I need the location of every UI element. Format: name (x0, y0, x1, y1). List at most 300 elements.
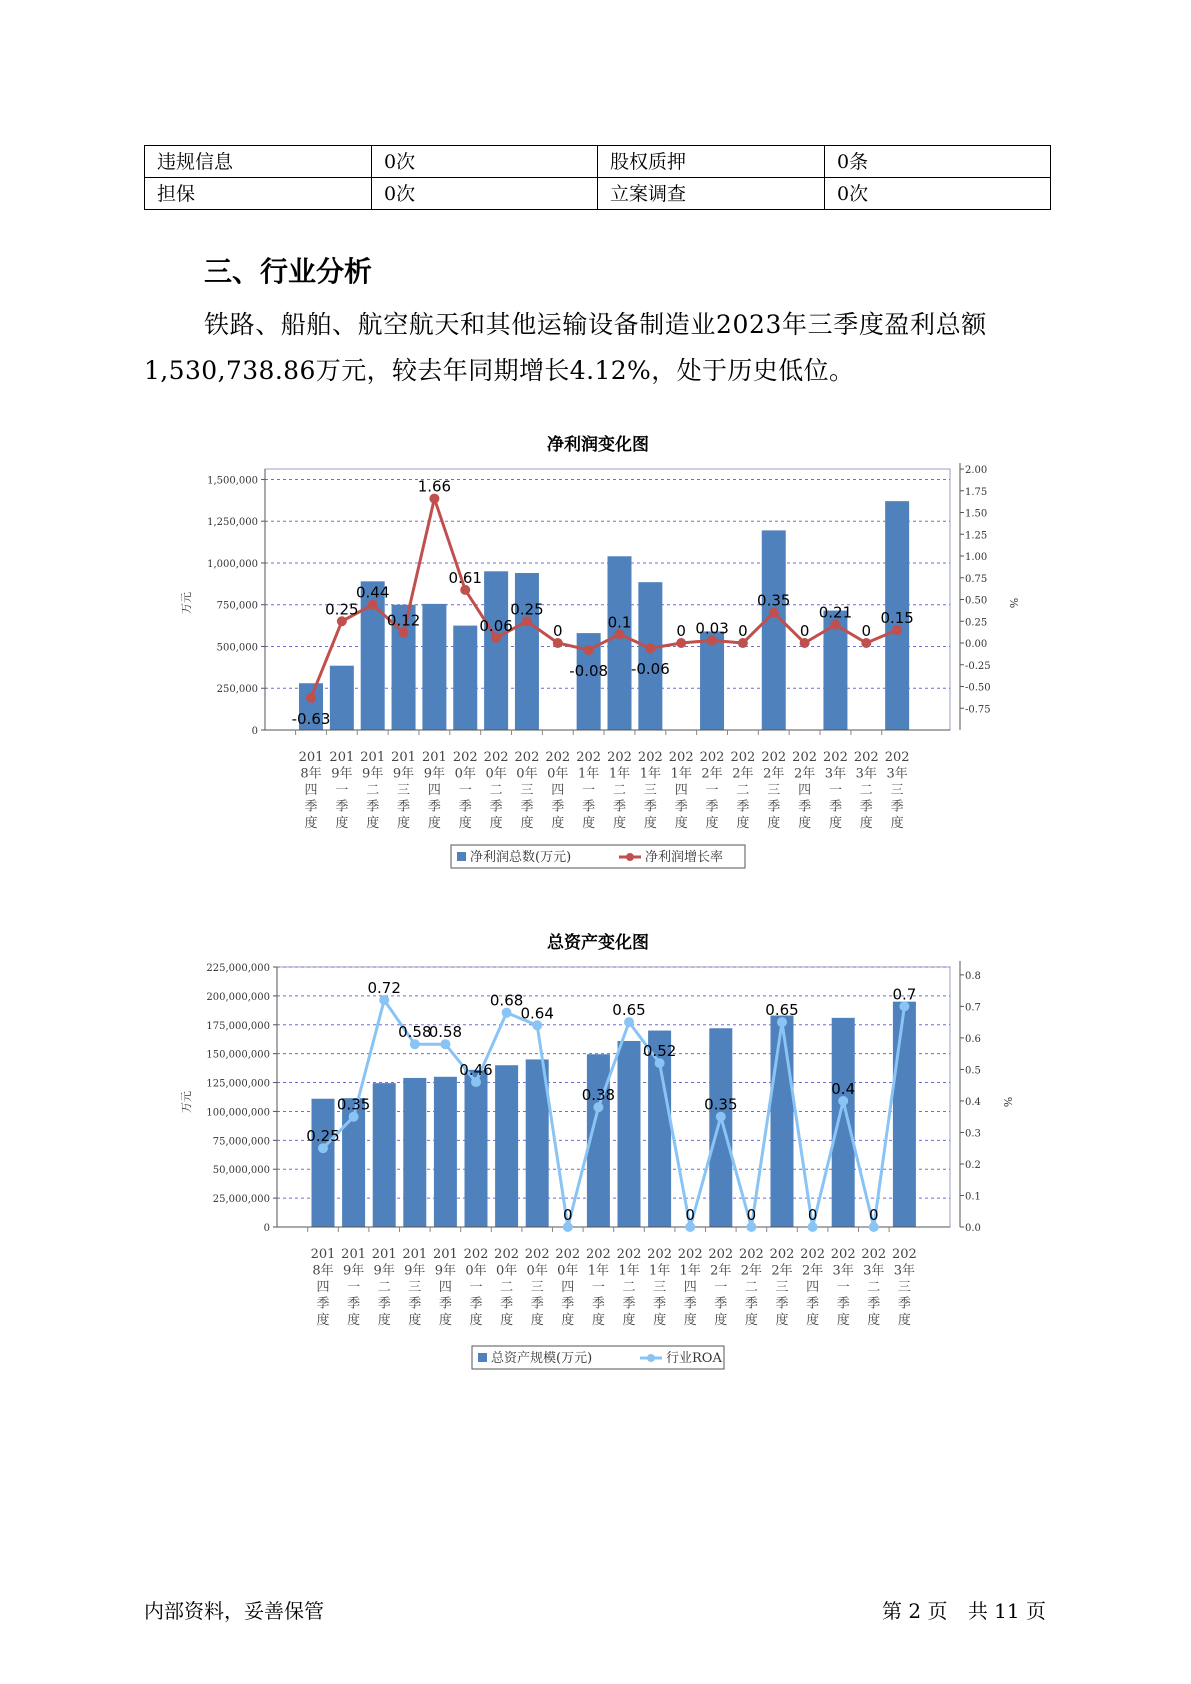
y2-tick-label: -0.75 (965, 704, 991, 716)
x-tick-label: 202 (483, 750, 509, 765)
bar (608, 556, 632, 730)
x-tick-label: 度 (798, 816, 812, 831)
x-tick-label: 201 (298, 750, 324, 765)
legend-swatch-marker (647, 1354, 655, 1362)
x-tick-label: 9年 (434, 1263, 457, 1279)
bar (312, 1099, 335, 1227)
y2-tick-label: 0.2 (965, 1159, 981, 1171)
x-tick-label: 2年 (793, 766, 816, 782)
x-tick-label: 9年 (342, 1263, 365, 1279)
data-label: 0.65 (765, 1001, 799, 1020)
x-tick-label: 一 (591, 1280, 605, 1295)
x-tick-label: 三 (890, 783, 904, 798)
y-tick-label: 75,000,000 (212, 1136, 270, 1148)
data-label: 0 (738, 622, 748, 640)
x-tick-label: 度 (582, 816, 596, 831)
x-tick-label: 一 (335, 783, 349, 798)
data-label: 0.21 (818, 603, 853, 622)
y-tick-label: 200,000,000 (206, 991, 270, 1003)
x-tick-label: 9年 (404, 1263, 426, 1279)
x-tick-label: 一 (347, 1280, 361, 1295)
y-tick-label: 500,000 (216, 642, 258, 654)
x-tick-label: 1年 (618, 1263, 640, 1279)
y2-tick-label: 0.25 (965, 617, 988, 629)
y-tick-label: 175,000,000 (206, 1020, 270, 1032)
line-point (584, 645, 594, 655)
x-tick-label: 202 (585, 1247, 611, 1262)
y2-tick-label: 0.0 (965, 1223, 981, 1234)
x-tick-label: 度 (366, 816, 380, 831)
x-tick-label: 度 (806, 1313, 820, 1328)
x-tick-label: 9年 (362, 766, 384, 782)
x-tick-label: 二 (377, 1280, 391, 1295)
data-label: 0.38 (581, 1086, 616, 1105)
data-label: 0.7 (892, 985, 917, 1004)
bar (434, 1077, 457, 1227)
x-tick-label: 度 (867, 1313, 881, 1328)
x-tick-label: 202 (452, 750, 478, 765)
x-tick-label: 季 (775, 1296, 789, 1312)
x-tick-label: 二 (612, 783, 627, 798)
x-tick-label: 四 (438, 1280, 452, 1295)
x-tick-label: 三 (767, 783, 781, 798)
data-label: 0.61 (448, 568, 482, 587)
x-tick-label: 2年 (732, 766, 754, 782)
table-cell: 0条 (825, 146, 1051, 178)
x-tick-label: 202 (761, 750, 787, 765)
x-tick-label: 季 (347, 1296, 361, 1312)
y2-tick-label: 0.8 (965, 970, 981, 982)
x-tick-label: 度 (643, 816, 657, 831)
x-tick-label: 季 (469, 1296, 483, 1312)
x-tick-label: 一 (582, 783, 596, 798)
data-label: 0.25 (306, 1127, 340, 1146)
x-tick-label: 度 (705, 816, 719, 831)
x-tick-label: 202 (576, 750, 602, 765)
x-tick-label: 度 (744, 1313, 758, 1328)
x-tick-label: 三 (530, 1280, 544, 1295)
data-label: 0.46 (459, 1061, 493, 1080)
x-tick-label: 度 (530, 1313, 544, 1328)
y2-axis-label: % (1007, 597, 1020, 609)
x-tick-label: 202 (792, 750, 818, 765)
x-tick-label: 2年 (763, 766, 785, 782)
legend-entry: 净利润增长率 (645, 850, 724, 865)
x-tick-label: 201 (432, 1247, 458, 1262)
table-cell: 0次 (372, 178, 598, 210)
y2-tick-label: 0.00 (965, 639, 988, 650)
x-tick-label: 度 (500, 1313, 514, 1328)
x-tick-label: 度 (304, 816, 318, 831)
x-tick-label: 度 (653, 1313, 667, 1328)
x-tick-label: 202 (861, 1247, 887, 1262)
data-label: 0.12 (386, 611, 421, 630)
y2-tick-label: 0.1 (965, 1191, 981, 1203)
bar (893, 1002, 916, 1227)
x-tick-label: 202 (891, 1247, 917, 1262)
x-tick-label: 季 (612, 799, 627, 815)
x-tick-label: 202 (823, 750, 848, 765)
x-tick-label: 3年 (886, 766, 908, 782)
chart-title-net-profit: 净利润变化图 (547, 435, 649, 455)
y-tick-label: 0 (263, 1223, 270, 1234)
x-tick-label: 二 (500, 1280, 514, 1295)
chart-title-total-assets: 总资产变化图 (547, 933, 649, 953)
bar (618, 1041, 641, 1227)
x-tick-label: 度 (828, 816, 842, 831)
x-tick-label: 季 (653, 1296, 667, 1312)
x-tick-label: 季 (643, 799, 657, 815)
y-tick-label: 125,000,000 (206, 1078, 270, 1090)
bar (832, 1018, 855, 1227)
x-tick-label: 四 (551, 783, 565, 798)
x-tick-label: 0年 (557, 1263, 579, 1279)
x-tick-label: 四 (561, 1280, 575, 1295)
x-tick-label: 202 (494, 1247, 520, 1262)
line-point (306, 693, 316, 703)
x-tick-label: 季 (674, 799, 688, 815)
x-tick-label: 四 (798, 783, 812, 798)
x-tick-label: 0年 (465, 1263, 487, 1279)
x-tick-label: 季 (366, 799, 380, 815)
x-tick-label: 度 (427, 816, 441, 831)
y-tick-label: 1,250,000 (207, 517, 258, 529)
x-tick-label: 季 (520, 799, 534, 815)
x-tick-label: 201 (371, 1247, 397, 1262)
paragraph-line: 铁路、船舶、航空航天和其他运输设备制造业2023年三季度盈利总额 (204, 310, 987, 339)
y2-tick-label: 1.25 (965, 530, 988, 542)
x-tick-label: 度 (397, 816, 411, 831)
x-tick-label: 度 (612, 816, 627, 831)
x-tick-label: 202 (677, 1247, 703, 1262)
x-tick-label: 季 (714, 1296, 728, 1312)
x-tick-label: 201 (329, 750, 355, 765)
x-tick-label: 度 (591, 1313, 605, 1328)
x-tick-label: 度 (836, 1313, 850, 1328)
x-tick-label: 202 (800, 1247, 826, 1262)
y2-tick-label: 2.00 (965, 465, 988, 476)
y2-tick-label: 1.50 (965, 508, 988, 520)
x-tick-label: 1年 (639, 766, 661, 782)
x-tick-label: 三 (897, 1280, 911, 1295)
x-tick-label: 一 (714, 1280, 728, 1295)
data-label: 0 (685, 1206, 695, 1224)
x-tick-label: 2年 (771, 1263, 793, 1279)
data-label: -0.06 (630, 660, 670, 679)
x-tick-label: 201 (310, 1247, 336, 1262)
x-tick-label: 度 (775, 1313, 789, 1328)
line-point (645, 643, 655, 653)
x-tick-label: 季 (397, 799, 411, 815)
analysis-paragraph (144, 302, 1052, 394)
legend-swatch-bar (478, 1353, 487, 1362)
risk-info-table (144, 145, 1051, 210)
table-row (145, 146, 1051, 178)
x-tick-label: 202 (647, 1247, 673, 1262)
y-tick-label: 0 (251, 726, 258, 737)
x-tick-label: 季 (806, 1296, 820, 1312)
bar (373, 1083, 396, 1227)
data-label: -0.08 (569, 661, 609, 680)
x-tick-label: 2年 (801, 1263, 824, 1279)
y2-tick-label: 0.6 (965, 1033, 981, 1045)
bar (771, 1016, 794, 1227)
data-label: 0.58 (398, 1023, 432, 1042)
table-cell: 担保 (145, 178, 372, 210)
x-tick-label: 季 (377, 1296, 391, 1312)
x-tick-label: 二 (622, 1280, 636, 1295)
x-tick-label: 度 (377, 1313, 391, 1328)
data-label: 0.65 (612, 1001, 646, 1020)
x-tick-label: 季 (551, 799, 565, 815)
x-tick-label: 四 (683, 1280, 697, 1295)
x-tick-label: 二 (859, 783, 873, 798)
table-cell: 0次 (825, 178, 1051, 210)
x-tick-label: 一 (828, 783, 842, 798)
x-tick-label: 三 (397, 783, 411, 798)
y2-tick-label: -0.50 (965, 682, 991, 694)
x-tick-label: 度 (408, 1313, 422, 1328)
bar (453, 626, 477, 730)
bar (495, 1065, 518, 1227)
data-label: 0.03 (695, 619, 729, 638)
x-tick-label: 度 (489, 816, 503, 831)
x-tick-label: 季 (500, 1296, 514, 1312)
x-tick-label: 季 (530, 1296, 544, 1312)
y2-tick-label: 0.3 (965, 1128, 981, 1140)
data-label: 0.72 (367, 979, 401, 998)
y2-tick-label: 0.7 (965, 1002, 981, 1014)
y2-tick-label: 0.4 (965, 1096, 981, 1108)
data-label: 0.35 (757, 591, 791, 610)
x-tick-label: 3年 (855, 766, 877, 782)
y2-tick-label: 0.5 (965, 1065, 981, 1077)
section-title: 三、行业分析 (204, 255, 373, 288)
x-tick-label: 度 (622, 1313, 636, 1328)
x-tick-label: 201 (391, 750, 416, 765)
x-tick-label: 0年 (547, 766, 569, 782)
x-tick-label: 202 (463, 1247, 489, 1262)
x-tick-label: 8年 (300, 766, 322, 782)
bar (484, 571, 508, 730)
legend-swatch-marker (626, 853, 634, 861)
x-tick-label: 0年 (454, 766, 476, 782)
x-tick-label: 度 (438, 1313, 452, 1328)
x-tick-label: 202 (545, 750, 571, 765)
x-tick-label: 季 (438, 1296, 452, 1312)
x-tick-label: 三 (653, 1280, 667, 1295)
data-label: 0.35 (704, 1095, 738, 1114)
data-label: 0.58 (428, 1023, 463, 1042)
y-tick-label: 25,000,000 (212, 1194, 270, 1206)
x-tick-label: 季 (897, 1296, 911, 1312)
x-tick-label: 3年 (893, 1263, 916, 1279)
x-tick-label: 二 (744, 1280, 758, 1295)
y2-tick-label: 0.75 (965, 573, 988, 585)
x-tick-label: 202 (708, 1247, 734, 1262)
x-tick-label: 三 (643, 783, 657, 798)
x-tick-label: 202 (884, 750, 910, 765)
x-tick-label: 1年 (578, 766, 600, 782)
data-label: 0.64 (520, 1004, 554, 1023)
x-tick-label: 季 (304, 799, 318, 815)
legend-entry: 总资产规模(万元) (491, 1351, 593, 1366)
x-tick-label: 季 (705, 799, 719, 815)
x-tick-label: 季 (427, 799, 441, 815)
x-tick-label: 0年 (526, 1263, 548, 1279)
x-tick-label: 季 (582, 799, 596, 815)
x-tick-label: 202 (514, 750, 540, 765)
y-tick-label: 225,000,000 (206, 963, 270, 974)
x-tick-label: 9年 (331, 766, 353, 782)
x-tick-label: 度 (316, 1313, 330, 1328)
x-tick-label: 202 (769, 1247, 795, 1262)
x-tick-label: 2年 (701, 766, 723, 782)
x-tick-label: 度 (520, 816, 534, 831)
y2-tick-label: -0.25 (965, 660, 991, 672)
data-label: 0.25 (510, 600, 544, 619)
x-tick-label: 二 (867, 1280, 881, 1295)
x-tick-label: 度 (859, 816, 873, 831)
y2-tick-label: 1.00 (965, 552, 988, 563)
x-tick-label: 202 (830, 1247, 856, 1262)
x-tick-label: 四 (427, 783, 441, 798)
x-tick-label: 季 (867, 1296, 881, 1312)
x-tick-label: 四 (806, 1280, 820, 1295)
x-tick-label: 度 (714, 1313, 728, 1328)
x-tick-label: 一 (705, 783, 719, 798)
table-row (145, 178, 1051, 210)
data-label: 0 (861, 622, 872, 640)
x-tick-label: 度 (897, 1313, 911, 1328)
legend-entry: 净利润总数(万元) (470, 850, 572, 865)
x-tick-label: 季 (736, 799, 750, 815)
x-tick-label: 9年 (423, 766, 446, 782)
legend-swatch-bar (457, 852, 466, 861)
x-tick-label: 度 (561, 1313, 575, 1328)
x-tick-label: 202 (730, 750, 756, 765)
x-tick-label: 季 (836, 1296, 850, 1312)
x-tick-label: 202 (637, 750, 663, 765)
x-tick-label: 8年 (312, 1263, 334, 1279)
x-tick-label: 201 (421, 750, 447, 765)
data-label: 0 (807, 1206, 818, 1224)
data-label: 0.68 (489, 991, 524, 1010)
paragraph-line: 1,530,738.86万元，较去年同期增长4.12%，处于历史低位。 (144, 356, 855, 385)
x-tick-label: 季 (561, 1296, 575, 1312)
data-label: 0 (676, 622, 686, 640)
data-label: 0.1 (607, 613, 632, 632)
x-tick-label: 1年 (648, 1263, 671, 1279)
y-tick-label: 1,000,000 (207, 558, 258, 570)
x-tick-label: 度 (767, 816, 781, 831)
x-tick-label: 度 (674, 816, 688, 831)
x-tick-label: 季 (828, 799, 842, 815)
data-label: 0.35 (336, 1095, 371, 1114)
bar (465, 1070, 488, 1227)
x-tick-label: 度 (347, 1313, 361, 1328)
y-tick-label: 1,500,000 (207, 475, 258, 487)
table-cell: 0次 (372, 146, 598, 178)
x-tick-label: 202 (616, 1247, 642, 1262)
bar (700, 631, 724, 730)
x-tick-label: 202 (699, 750, 725, 765)
x-tick-label: 度 (335, 816, 349, 831)
y-axis-label: 万元 (180, 592, 193, 614)
x-tick-label: 季 (316, 1296, 330, 1312)
data-label: 0 (553, 622, 563, 640)
x-tick-label: 季 (767, 799, 781, 815)
x-tick-label: 二 (489, 783, 503, 798)
data-label: 0 (869, 1206, 879, 1224)
table-cell: 立案调查 (598, 178, 825, 210)
bar (330, 666, 354, 730)
footer-confidential: 内部资料，妥善保管 (144, 1599, 324, 1623)
x-tick-label: 201 (402, 1247, 428, 1262)
x-tick-label: 季 (683, 1296, 697, 1312)
table-cell: 股权质押 (598, 146, 825, 178)
y-axis-label: 万元 (180, 1091, 193, 1113)
x-tick-label: 季 (591, 1296, 605, 1312)
data-label: 1.66 (417, 477, 452, 496)
x-tick-label: 0年 (495, 1263, 518, 1279)
x-tick-label: 度 (469, 1313, 483, 1328)
y-tick-label: 50,000,000 (212, 1165, 270, 1177)
x-tick-label: 202 (853, 750, 879, 765)
y-tick-label: 750,000 (216, 600, 258, 612)
x-tick-label: 9年 (392, 766, 415, 782)
x-tick-label: 季 (408, 1296, 422, 1312)
footer-page-info (882, 1595, 1060, 1624)
y-tick-label: 250,000 (216, 684, 258, 696)
data-label: 0 (746, 1206, 757, 1224)
x-tick-label: 度 (551, 816, 565, 831)
x-tick-label: 季 (458, 799, 472, 815)
x-tick-label: 二 (736, 783, 750, 798)
data-label: 0.4 (831, 1079, 856, 1098)
x-tick-label: 0年 (516, 766, 538, 782)
bar (515, 573, 539, 730)
x-tick-label: 四 (316, 1280, 330, 1295)
x-tick-label: 季 (622, 1296, 636, 1312)
x-tick-label: 202 (555, 1247, 581, 1262)
y2-tick-label: 0.50 (965, 595, 988, 607)
x-tick-label: 季 (489, 799, 503, 815)
x-tick-label: 1年 (679, 1263, 701, 1279)
x-tick-label: 度 (890, 816, 904, 831)
data-label: 0 (799, 622, 810, 640)
x-tick-label: 1年 (587, 1263, 610, 1279)
legend-entry: 行业ROA (666, 1351, 722, 1366)
bar (762, 530, 786, 730)
y2-axis-label: % (1001, 1096, 1014, 1108)
x-tick-label: 季 (335, 799, 349, 815)
x-tick-label: 1年 (670, 766, 692, 782)
x-tick-label: 度 (458, 816, 472, 831)
x-tick-label: 3年 (863, 1263, 885, 1279)
data-label: 0.25 (325, 600, 359, 619)
bar (403, 1078, 426, 1227)
data-label: 0.52 (642, 1042, 677, 1061)
bar (709, 1028, 732, 1227)
x-tick-label: 度 (736, 816, 750, 831)
x-tick-label: 201 (360, 750, 386, 765)
x-tick-label: 9年 (373, 1263, 395, 1279)
x-tick-label: 202 (668, 750, 694, 765)
data-label: 0.06 (479, 616, 513, 635)
data-label: 0.44 (355, 583, 390, 602)
x-tick-label: 202 (738, 1247, 764, 1262)
